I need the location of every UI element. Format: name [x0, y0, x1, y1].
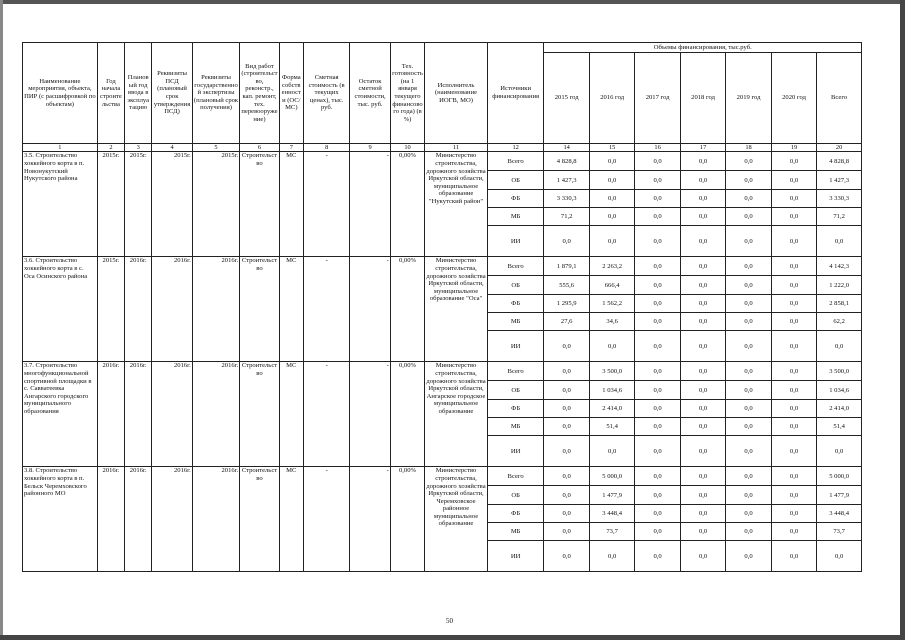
object-name: 3.6. Строительство хоккейного корта в с. Оса Осинского района [23, 257, 98, 362]
funding-value: 0,0 [726, 295, 771, 313]
funding-total: 1 427,3 [817, 171, 862, 190]
header-planned-year: Плановый год ввода в эксплуатацию [125, 43, 152, 144]
readiness: 0,00% [390, 362, 424, 467]
header-year: 2017 год [635, 53, 680, 144]
start-year: 2016г. [97, 362, 124, 467]
funding-value: 0,0 [635, 381, 680, 400]
funding-total: 0,0 [817, 331, 862, 362]
funding-value: 1 562,2 [589, 295, 634, 313]
funding-value: 0,0 [771, 486, 816, 505]
header-name: Наименование мероприятия, объекта, ПИР (с расшифровкой по объектам) [23, 43, 98, 144]
funding-value: 555,6 [544, 276, 589, 295]
funding-value: 1 034,6 [589, 381, 634, 400]
funding-source: Всего [487, 257, 544, 276]
funding-value: 0,0 [544, 541, 589, 572]
funding-value: 0,0 [544, 418, 589, 436]
column-number: 10 [390, 144, 424, 152]
executor: Министерство строительства, дорожного хозяйства Иркутской области, Ангарское городское муниципальное образование [425, 362, 488, 467]
funding-value: 0,0 [771, 152, 816, 171]
column-number: 12 [487, 144, 544, 152]
column-number: 9 [350, 144, 390, 152]
funding-value: 0,0 [635, 152, 680, 171]
funding-value: 0,0 [544, 505, 589, 523]
funding-value: 0,0 [771, 381, 816, 400]
funding-row [23, 152, 862, 171]
funding-value: 0,0 [635, 523, 680, 541]
funding-value: 0,0 [771, 400, 816, 418]
object-name: 3.7. Строительство многофункциональной спортивной площадки в с. Савватеевка Ангарского городского муниципального образования [23, 362, 98, 467]
expertise-date: 2016г. [192, 362, 240, 467]
funding-value: 0,0 [635, 486, 680, 505]
page-number: 50 [446, 617, 453, 625]
funding-value: 0,0 [635, 541, 680, 572]
work-type: Строительство [240, 257, 279, 362]
column-number: 18 [726, 144, 771, 152]
column-number: 8 [303, 144, 349, 152]
funding-source: ОБ [487, 486, 544, 505]
funding-value: 0,0 [726, 523, 771, 541]
funding-value: 0,0 [726, 467, 771, 486]
header-year: 2016 год [589, 53, 634, 144]
header-start-year: Год начала строительства [97, 43, 124, 144]
psd-date: 2016г. [152, 467, 192, 572]
executor: Министерство строительства, дорожного хозяйства Иркутской области, муниципальное образование "Нукутский район" [425, 152, 488, 257]
work-type: Строительство [240, 467, 279, 572]
funding-value: 0,0 [680, 152, 725, 171]
funding-value: 0,0 [635, 418, 680, 436]
funding-value: 5 000,0 [589, 467, 634, 486]
header-funding-group: Объемы финансирования, тыс.руб. [544, 43, 862, 53]
header-remaining: Остаток сметной стоимости, тыс. руб. [350, 43, 390, 144]
column-number: 17 [680, 144, 725, 152]
funding-value: 0,0 [680, 295, 725, 313]
funding-value: 1 295,9 [544, 295, 589, 313]
funding-value: 0,0 [635, 400, 680, 418]
funding-value: 0,0 [771, 171, 816, 190]
funding-total: 4 828,8 [817, 152, 862, 171]
column-number: 7 [279, 144, 303, 152]
column-number: 16 [635, 144, 680, 152]
funding-value: 0,0 [680, 381, 725, 400]
funding-value: 0,0 [771, 362, 816, 381]
funding-value: 34,6 [589, 313, 634, 331]
funding-value: 0,0 [544, 362, 589, 381]
remaining-cost: - [350, 467, 390, 572]
column-number: 20 [817, 144, 862, 152]
ownership: МС [279, 152, 303, 257]
ownership: МС [279, 362, 303, 467]
funding-value: 0,0 [771, 313, 816, 331]
estimate-cost: - [303, 257, 349, 362]
estimate-cost: - [303, 152, 349, 257]
psd-date: 2016г. [152, 362, 192, 467]
funding-value: 0,0 [544, 523, 589, 541]
header-year: 2019 год [726, 53, 771, 144]
funding-source: ОБ [487, 171, 544, 190]
funding-value: 0,0 [726, 362, 771, 381]
header-year: 2020 год [771, 53, 816, 144]
funding-value: 0,0 [771, 418, 816, 436]
funding-value: 0,0 [726, 208, 771, 226]
column-number: 14 [544, 144, 589, 152]
funding-value: 0,0 [726, 486, 771, 505]
funding-value: 0,0 [635, 171, 680, 190]
header-sources: Источники финансирования [487, 43, 544, 144]
funding-value: 0,0 [771, 541, 816, 572]
funding-value: 0,0 [589, 152, 634, 171]
column-number: 1 [23, 144, 98, 152]
funding-value: 2 414,0 [589, 400, 634, 418]
funding-source: Всего [487, 362, 544, 381]
column-number: 19 [771, 144, 816, 152]
estimate-cost: - [303, 362, 349, 467]
funding-row [23, 257, 862, 276]
funding-total: 62,2 [817, 313, 862, 331]
funding-value: 0,0 [726, 171, 771, 190]
header-year: 2015 год [544, 53, 589, 144]
work-type: Строительство [240, 362, 279, 467]
funding-value: 0,0 [771, 276, 816, 295]
funding-value: 4 828,8 [544, 152, 589, 171]
funding-source: МБ [487, 208, 544, 226]
remaining-cost: - [350, 257, 390, 362]
funding-row [23, 362, 862, 381]
start-year: 2016г. [97, 467, 124, 572]
funding-value: 0,0 [544, 226, 589, 257]
column-number: 6 [240, 144, 279, 152]
planned-year: 2016г. [125, 362, 152, 467]
funding-total: 3 448,4 [817, 505, 862, 523]
funding-value: 0,0 [726, 331, 771, 362]
funding-value: 0,0 [726, 226, 771, 257]
funding-total: 0,0 [817, 436, 862, 467]
funding-total: 0,0 [817, 541, 862, 572]
start-year: 2015г. [97, 152, 124, 257]
funding-value: 51,4 [589, 418, 634, 436]
readiness: 0,00% [390, 467, 424, 572]
funding-value: 0,0 [726, 418, 771, 436]
funding-total: 1 034,6 [817, 381, 862, 400]
start-year: 2015г. [97, 257, 124, 362]
page-edge-top [0, 0, 905, 4]
funding-value: 0,0 [680, 313, 725, 331]
funding-total: 4 142,3 [817, 257, 862, 276]
funding-value: 27,6 [544, 313, 589, 331]
funding-value: 0,0 [589, 208, 634, 226]
funding-value: 0,0 [726, 257, 771, 276]
funding-value: 0,0 [635, 313, 680, 331]
funding-value: 0,0 [771, 257, 816, 276]
funding-total: 71,2 [817, 208, 862, 226]
funding-value: 0,0 [680, 400, 725, 418]
funding-value: 0,0 [726, 190, 771, 208]
funding-source: ИИ [487, 436, 544, 467]
funding-value: 0,0 [635, 505, 680, 523]
funding-source: МБ [487, 523, 544, 541]
funding-value: 666,4 [589, 276, 634, 295]
header-estimate: Сметная стоимость (в текущих ценах), тыс. руб. [303, 43, 349, 144]
funding-total: 51,4 [817, 418, 862, 436]
funding-value: 0,0 [726, 276, 771, 295]
funding-value: 0,0 [680, 467, 725, 486]
funding-value: 0,0 [726, 505, 771, 523]
funding-value: 0,0 [589, 171, 634, 190]
header-expertise: Реквизиты государственной экспертизы (плановый срок получения) [192, 43, 240, 144]
funding-total: 1 477,9 [817, 486, 862, 505]
header-readiness: Тех. готовность (на 1 января текущего финансового года) (в %) [390, 43, 424, 144]
funding-source: Всего [487, 467, 544, 486]
funding-value: 0,0 [544, 331, 589, 362]
expertise-date: 2016г. [192, 257, 240, 362]
funding-source: ОБ [487, 381, 544, 400]
funding-value: 0,0 [635, 436, 680, 467]
column-number: 4 [152, 144, 192, 152]
funding-value: 0,0 [544, 486, 589, 505]
funding-value: 0,0 [680, 208, 725, 226]
work-type: Строительство [240, 152, 279, 257]
funding-value: 0,0 [544, 400, 589, 418]
funding-source: МБ [487, 313, 544, 331]
funding-total: 2 414,0 [817, 400, 862, 418]
funding-value: 0,0 [680, 257, 725, 276]
funding-value: 0,0 [635, 257, 680, 276]
object-name: 3.5. Строительство хоккейного корта в п. Новонукутский Нукутского района [23, 152, 98, 257]
psd-date: 2015г. [152, 152, 192, 257]
page-edge-right [900, 0, 905, 640]
object-name: 3.8. Строительство хоккейного корта в п. Бельск Черемховского районного МО [23, 467, 98, 572]
funding-value: 0,0 [544, 467, 589, 486]
funding-value: 0,0 [635, 276, 680, 295]
funding-value: 0,0 [635, 331, 680, 362]
funding-value: 0,0 [589, 541, 634, 572]
funding-value: 0,0 [771, 436, 816, 467]
funding-value: 0,0 [680, 331, 725, 362]
funding-value: 0,0 [680, 541, 725, 572]
funding-value: 0,0 [726, 436, 771, 467]
funding-value: 0,0 [771, 190, 816, 208]
column-number: 3 [125, 144, 152, 152]
funding-total: 3 330,3 [817, 190, 862, 208]
header-executor: Исполнитель (наименование ИОГВ, МО) [425, 43, 488, 144]
funding-source: ИИ [487, 541, 544, 572]
funding-row [23, 467, 862, 486]
funding-value: 0,0 [635, 226, 680, 257]
funding-value: 0,0 [635, 295, 680, 313]
planned-year: 2015г. [125, 152, 152, 257]
funding-value: 0,0 [771, 295, 816, 313]
funding-total: 5 000,0 [817, 467, 862, 486]
funding-value: 0,0 [589, 331, 634, 362]
funding-value: 0,0 [680, 190, 725, 208]
funding-source: ИИ [487, 226, 544, 257]
header-year: 2018 год [680, 53, 725, 144]
ownership: МС [279, 257, 303, 362]
funding-value: 1 477,9 [589, 486, 634, 505]
funding-source: ФБ [487, 295, 544, 313]
column-numbers-row [23, 144, 862, 152]
funding-value: 0,0 [680, 486, 725, 505]
funding-value: 0,0 [635, 190, 680, 208]
funding-value: 0,0 [680, 362, 725, 381]
funding-value: 3 500,0 [589, 362, 634, 381]
funding-total: 3 500,0 [817, 362, 862, 381]
funding-value: 0,0 [680, 436, 725, 467]
funding-source: Всего [487, 152, 544, 171]
funding-value: 3 330,3 [544, 190, 589, 208]
funding-value: 0,0 [635, 467, 680, 486]
funding-source: ФБ [487, 400, 544, 418]
funding-source: ИИ [487, 331, 544, 362]
estimate-cost: - [303, 467, 349, 572]
planned-year: 2016г. [125, 467, 152, 572]
funding-value: 0,0 [771, 226, 816, 257]
psd-date: 2016г. [152, 257, 192, 362]
executor: Министерство строительства, дорожного хозяйства Иркутской области, муниципальное образование "Оса" [425, 257, 488, 362]
page-edge-bottom [0, 635, 905, 640]
executor: Министерство строительства, дорожного хозяйства Иркутской области, Черемховское районное муниципальное образование [425, 467, 488, 572]
table-body [23, 152, 862, 572]
funding-value: 0,0 [589, 190, 634, 208]
funding-source: ФБ [487, 505, 544, 523]
funding-total: 73,7 [817, 523, 862, 541]
funding-value: 0,0 [635, 362, 680, 381]
funding-value: 0,0 [680, 418, 725, 436]
funding-value: 0,0 [726, 541, 771, 572]
header-total: Всего [817, 53, 862, 144]
funding-value: 0,0 [544, 381, 589, 400]
funding-value: 73,7 [589, 523, 634, 541]
funding-source: ФБ [487, 190, 544, 208]
funding-value: 0,0 [771, 208, 816, 226]
funding-value: 0,0 [726, 152, 771, 171]
funding-source: ОБ [487, 276, 544, 295]
funding-value: 1 427,3 [544, 171, 589, 190]
funding-value: 0,0 [589, 226, 634, 257]
funding-value: 1 879,1 [544, 257, 589, 276]
readiness: 0,00% [390, 257, 424, 362]
funding-value: 2 263,2 [589, 257, 634, 276]
funding-value: 0,0 [635, 208, 680, 226]
funding-value: 0,0 [771, 467, 816, 486]
header-ownership: Форма собственности (ОС/МС) [279, 43, 303, 144]
funding-value: 0,0 [726, 381, 771, 400]
ownership: МС [279, 467, 303, 572]
remaining-cost: - [350, 362, 390, 467]
funding-value: 0,0 [544, 436, 589, 467]
funding-value: 71,2 [544, 208, 589, 226]
column-number: 11 [425, 144, 488, 152]
funding-total: 2 858,1 [817, 295, 862, 313]
remaining-cost: - [350, 152, 390, 257]
funding-value: 0,0 [726, 313, 771, 331]
funding-total: 0,0 [817, 226, 862, 257]
funding-value: 0,0 [589, 436, 634, 467]
funding-value: 0,0 [771, 523, 816, 541]
column-number: 15 [589, 144, 634, 152]
page-edge-left [0, 0, 3, 640]
funding-value: 0,0 [771, 505, 816, 523]
funding-table [22, 42, 862, 572]
column-number: 5 [192, 144, 240, 152]
funding-value: 0,0 [680, 171, 725, 190]
funding-value: 0,0 [680, 276, 725, 295]
funding-value: 0,0 [771, 331, 816, 362]
column-number: 2 [97, 144, 124, 152]
header-work-type: Вид работ (строительство, реконстр., кап. ремонт, тех. перевооружение) [240, 43, 279, 144]
header-psd: Реквизиты ПСД (плановый срок утверждения ПСД) [152, 43, 192, 144]
funding-total: 1 222,0 [817, 276, 862, 295]
expertise-date: 2016г. [192, 467, 240, 572]
readiness: 0,00% [390, 152, 424, 257]
funding-value: 0,0 [680, 505, 725, 523]
funding-value: 0,0 [726, 400, 771, 418]
funding-value: 0,0 [680, 523, 725, 541]
expertise-date: 2015г. [192, 152, 240, 257]
funding-value: 3 448,4 [589, 505, 634, 523]
funding-source: МБ [487, 418, 544, 436]
funding-value: 0,0 [680, 226, 725, 257]
planned-year: 2016г. [125, 257, 152, 362]
